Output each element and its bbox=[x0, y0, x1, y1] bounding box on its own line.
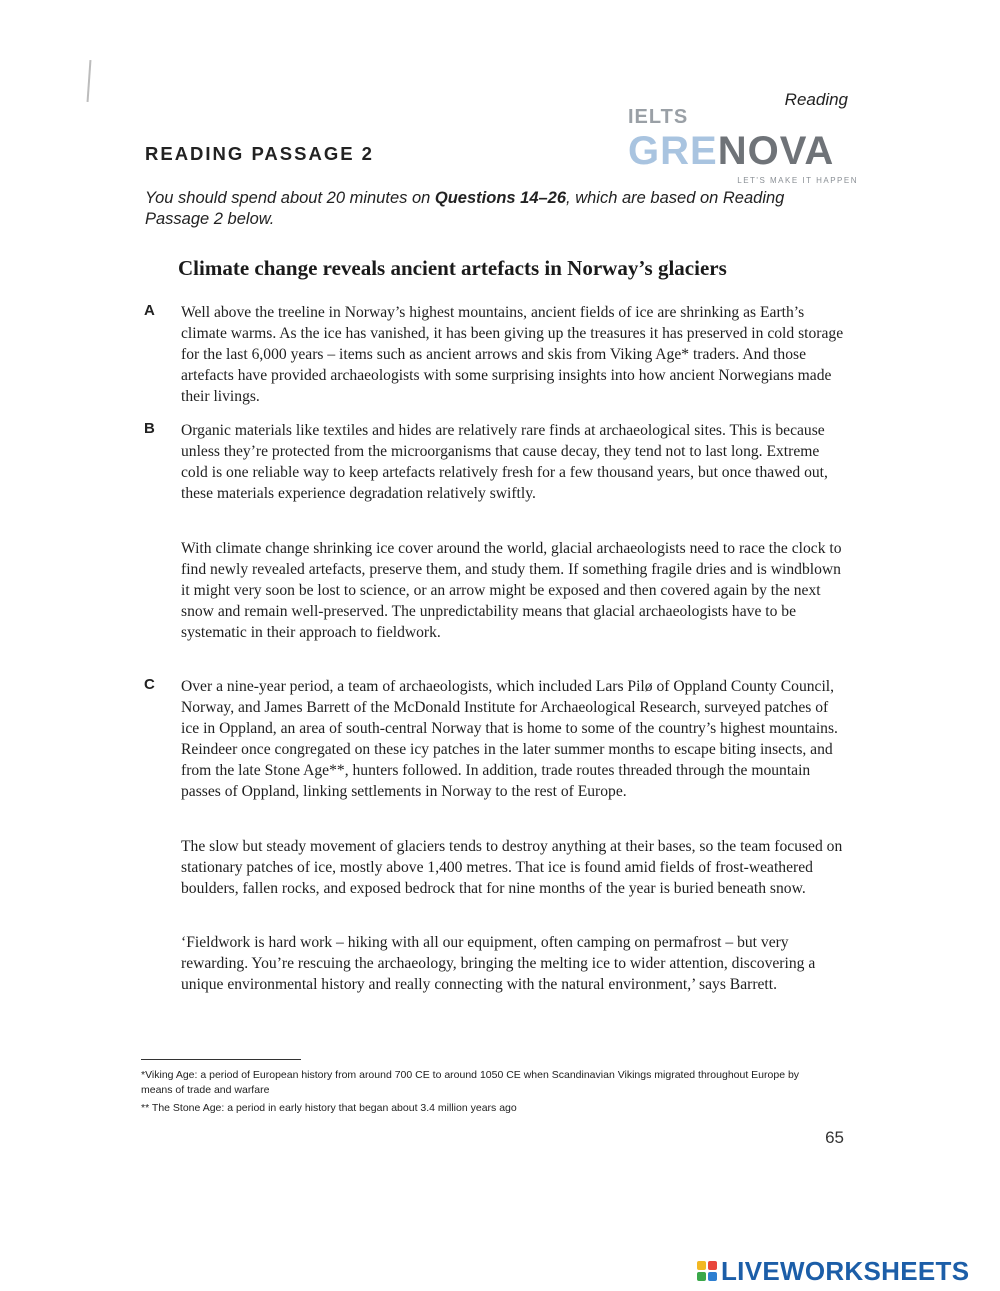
liveworksheets-grid-icon bbox=[697, 1261, 717, 1281]
logo-ielts-text: IELTS bbox=[628, 106, 689, 128]
ielts-grenova-logo bbox=[628, 106, 868, 185]
paragraph-b-continued: With climate change shrinking ice cover around the world, glacial archaeologists need to race the clock to find newly revealed artefacts, preserve them, and study them. If something fragile dries and is windblown it might very soon be lost to science, or an arrow might be exposed and then covered again by the next snow and remain well-preserved. The unpredictability means that glacial archaeologists have to be systematic in their approach to fieldwork. bbox=[181, 540, 842, 641]
scan-pen-mark bbox=[87, 60, 92, 102]
logo-wordmark bbox=[628, 130, 868, 172]
paragraph-letter-a: A bbox=[144, 302, 155, 319]
paragraph-c-continued-1: The slow but steady movement of glaciers tends to destroy anything at their bases, so the team focused on stationary patches of ice, mostly above 1,400 metres. That ice is found amid fields of frost-weathered boulders, fallen rocks, and exposed bedrock that for nine months of the year is buried beneath snow. bbox=[181, 838, 843, 897]
instructions-before: You should spend about 20 minutes on bbox=[145, 189, 435, 207]
footnote-stone-age: ** The Stone Age: a period in early history that began about 3.4 million years ago bbox=[141, 1102, 517, 1114]
paragraph-b: Organic materials like textiles and hides are relatively rare finds at archaeological sites. This is because unless they’re protected from the microorganisms that cause decay, they tend not to last long. Extreme cold is one reliable way to keep artefacts relatively fresh for a few thousand years, but once thawed out, these materials experience degradation relatively swiftly. bbox=[181, 422, 828, 502]
passage-heading: READING PASSAGE 2 bbox=[145, 143, 374, 164]
instructions bbox=[145, 188, 845, 230]
section-label: Reading bbox=[784, 90, 848, 109]
paragraph-a: Well above the treeline in Norway’s highest mountains, ancient fields of ice are shrinking as Earth’s climate warms. As the ice has vanished, it has been giving up the treasures it has preserved in cold storage for the last 6,000 years – items such as ancient arrows and skis from Viking Age* traders. And those artefacts have provided archaeologists with some surprising insights into how ancient Norwegians made their livings. bbox=[181, 304, 844, 405]
paragraph-c-continued-2: ‘Fieldwork is hard work – hiking with all our equipment, often camping on permafrost – but very rewarding. You’re rescuing the archaeology, bringing the melting ice to wider attention, discovering a unique environmental history and really connecting with the natural environment,’ says Barrett. bbox=[181, 934, 816, 993]
instructions-questions: Questions 14–26 bbox=[434, 189, 567, 207]
liveworksheets-text: LIVEWORKSHEETS bbox=[721, 1256, 970, 1286]
liveworksheets-watermark bbox=[697, 1256, 969, 1286]
logo-tagline: LET'S MAKE IT HAPPEN bbox=[737, 176, 858, 185]
footnote-divider bbox=[141, 1059, 301, 1060]
grid-square bbox=[708, 1272, 717, 1281]
grid-square bbox=[708, 1261, 717, 1270]
instructions-after: , which are based on Reading Passage 2 below. bbox=[145, 189, 785, 228]
paragraph-letter-c: C bbox=[144, 676, 155, 693]
grid-square bbox=[697, 1272, 706, 1281]
paragraph-c: Over a nine-year period, a team of archaeologists, which included Lars Pilø of Oppland County Council, Norway, and James Barrett of the McDonald Institute for Archaeological Research, surveyed patches of ice in Oppland, an area of south-central Norway that is home to some of the country’s highest mountains. Reindeer once congregated on these icy patches in the later summer months to escape biting insects, and from the late Stone Age**, hunters followed. In addition, trade routes threaded through the mountain passes of Oppland, linking settlements in Norway to the rest of Europe. bbox=[181, 678, 838, 800]
paragraph-letter-b: B bbox=[144, 420, 155, 437]
footnote-viking-age: *Viking Age: a period of European history from around 700 CE to around 1050 CE when Scandinavian Vikings migrated throughout Europe by means of trade and warfare bbox=[141, 1069, 800, 1096]
logo-nova: NOVA bbox=[717, 129, 835, 173]
grid-square bbox=[697, 1261, 706, 1270]
logo-gre: GRE bbox=[628, 129, 718, 173]
page-number: 65 bbox=[825, 1128, 844, 1147]
article-title: Climate change reveals ancient artefacts in Norway’s glaciers bbox=[178, 256, 727, 280]
